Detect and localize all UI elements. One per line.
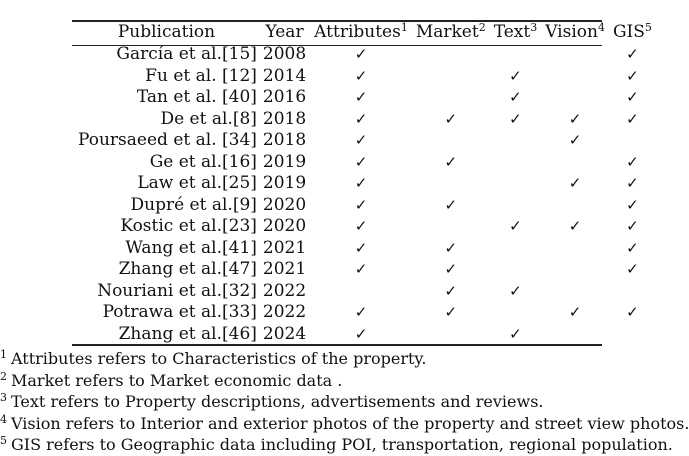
cell-vision <box>541 173 609 195</box>
check-icon: ✓ <box>444 281 458 300</box>
check-icon: ✓ <box>354 152 368 171</box>
header-market: Market$^2$ <box>415 21 486 43</box>
footnote-mark: 1 <box>400 21 408 35</box>
check-icon: ✓ <box>568 131 582 149</box>
cell-publication: De et al.[8] <box>160 108 257 129</box>
check-icon: ✓ <box>626 174 639 192</box>
check-icon: ✓ <box>354 174 368 192</box>
check-icon: ✓ <box>509 109 522 128</box>
footnote-mark: 5 <box>0 434 7 447</box>
header-gis: GIS$^5$ <box>612 21 652 43</box>
check-icon: ✓ <box>568 174 582 192</box>
footnote-mark: 1 <box>0 348 7 361</box>
cell-year: 2019 <box>262 151 307 172</box>
cell-publication: Tan et al. [40] <box>136 87 257 107</box>
check-icon: ✓ <box>626 238 639 257</box>
cell-text <box>490 302 542 324</box>
cell-market <box>412 302 490 324</box>
check-icon: ✓ <box>509 324 522 343</box>
cell-year: 2019 <box>262 173 307 193</box>
cell-publication: García et al.[15] <box>116 44 257 64</box>
cell-gis <box>609 87 656 109</box>
cell-publication: Law et al.[25] <box>137 173 257 193</box>
footnote-mark: 3 <box>0 391 7 404</box>
footnote-text: Vision refers to Interior and exterior photos of the property and street view photos. <box>11 413 689 433</box>
table-row <box>74 281 656 303</box>
cell-vision <box>541 281 609 303</box>
check-icon: ✓ <box>354 66 368 85</box>
cell-text <box>490 259 542 281</box>
cell-year: 2018 <box>262 108 307 129</box>
footnote-mark: 2 <box>0 369 7 383</box>
cell-gis <box>609 216 656 238</box>
cell-text <box>490 130 542 152</box>
cell-attributes <box>310 44 412 66</box>
cell-publication: Zhang et al.[47] <box>118 259 257 279</box>
table-row <box>74 216 656 238</box>
footnote-mark: 3 <box>530 21 538 35</box>
table-header-row <box>74 22 656 44</box>
cell-vision <box>541 259 609 281</box>
check-icon: ✓ <box>354 131 368 149</box>
check-icon: ✓ <box>626 66 639 85</box>
cell-text <box>490 152 542 174</box>
cell-gis <box>609 281 656 303</box>
cell-market <box>412 195 490 217</box>
cell-vision <box>541 302 609 324</box>
header-publication: Publication <box>117 22 216 43</box>
check-icon: ✓ <box>444 260 458 278</box>
cell-gis <box>609 302 656 324</box>
cell-attributes <box>310 259 412 281</box>
check-icon: ✓ <box>354 217 368 235</box>
footnote <box>0 370 689 392</box>
cell-publication: Wang et al.[41] <box>125 237 257 258</box>
cell-vision <box>541 216 609 238</box>
cell-attributes <box>310 87 412 109</box>
check-icon: ✓ <box>568 217 582 235</box>
footnote-text: Market refers to Market economic data . <box>11 370 343 390</box>
table-body <box>74 44 656 345</box>
check-icon: ✓ <box>626 45 639 63</box>
header-year: Year <box>265 22 304 43</box>
check-icon: ✓ <box>354 260 368 278</box>
table-row <box>74 173 656 195</box>
table-row <box>74 238 656 260</box>
check-icon: ✓ <box>354 195 368 214</box>
footnote <box>0 434 689 456</box>
cell-publication: Kostic et al.[23] <box>120 216 257 236</box>
cell-attributes <box>310 152 412 174</box>
cell-text <box>490 216 542 238</box>
cell-market <box>412 44 490 66</box>
cell-year: 2020 <box>262 194 307 215</box>
cell-text <box>490 44 542 66</box>
cell-year: 2021 <box>262 259 307 279</box>
check-icon: ✓ <box>626 217 639 235</box>
cell-publication: Poursaeed et al. [34] <box>78 130 257 150</box>
cell-publication: Dupré et al.[9] <box>130 194 257 215</box>
cell-market <box>412 259 490 281</box>
cell-vision <box>541 195 609 217</box>
cell-market <box>412 66 490 88</box>
table-row <box>74 130 656 152</box>
cell-attributes <box>310 238 412 260</box>
footnote-mark: 2 <box>478 21 486 35</box>
header-attributes: Attributes$^1$ <box>314 21 408 43</box>
cell-vision <box>541 109 609 131</box>
table-row <box>74 109 656 131</box>
cell-text <box>490 324 542 346</box>
cell-gis <box>609 152 656 174</box>
table-row <box>74 324 656 346</box>
cell-vision <box>541 238 609 260</box>
cell-attributes <box>310 66 412 88</box>
cell-attributes <box>310 281 412 303</box>
cell-vision <box>541 44 609 66</box>
publications-table <box>74 22 656 345</box>
cell-attributes <box>310 195 412 217</box>
cell-year: 2022 <box>262 280 307 301</box>
cell-text <box>490 173 542 195</box>
footnote-text: Text refers to Property descriptions, advertisements and reviews. <box>11 392 544 411</box>
footnote-text: GIS refers to Geographic data including POI, transportation, regional population. <box>11 435 673 454</box>
table-row <box>74 259 656 281</box>
cell-year: 2014 <box>262 65 307 86</box>
check-icon: ✓ <box>509 281 522 300</box>
check-icon: ✓ <box>354 109 368 128</box>
cell-attributes <box>310 216 412 238</box>
cell-text <box>490 109 542 131</box>
table-row <box>74 66 656 88</box>
cell-text <box>490 281 542 303</box>
cell-market <box>412 109 490 131</box>
cell-market <box>412 238 490 260</box>
cell-vision <box>541 87 609 109</box>
cell-market <box>412 87 490 109</box>
check-icon: ✓ <box>626 195 639 214</box>
cell-publication: Nouriani et al.[32] <box>97 280 257 301</box>
table-row <box>74 152 656 174</box>
check-icon: ✓ <box>509 88 522 106</box>
cell-market <box>412 152 490 174</box>
header-vision: Vision$^4$ <box>545 21 605 43</box>
cell-text <box>490 87 542 109</box>
check-icon: ✓ <box>626 88 639 106</box>
table-row <box>74 302 656 324</box>
cell-publication: Zhang et al.[46] <box>118 323 257 344</box>
footnote-mark: 5 <box>644 21 652 35</box>
check-icon: ✓ <box>354 45 368 63</box>
cell-attributes <box>310 130 412 152</box>
check-icon: ✓ <box>444 195 458 214</box>
footnote <box>0 348 689 370</box>
check-icon: ✓ <box>444 109 458 128</box>
check-icon: ✓ <box>354 324 368 343</box>
footnote-mark: 4 <box>0 412 7 426</box>
cell-year: 2018 <box>262 130 307 150</box>
cell-attributes <box>310 302 412 324</box>
cell-text <box>490 238 542 260</box>
cell-gis <box>609 324 656 346</box>
check-icon: ✓ <box>626 260 639 278</box>
cell-gis <box>609 238 656 260</box>
cell-publication: Potrawa et al.[33] <box>102 302 257 322</box>
table-row <box>74 195 656 217</box>
check-icon: ✓ <box>444 238 458 257</box>
footnote-mark: 4 <box>597 21 605 35</box>
check-icon: ✓ <box>568 109 582 128</box>
cell-gis <box>609 44 656 66</box>
cell-vision <box>541 152 609 174</box>
cell-vision <box>541 130 609 152</box>
cell-publication: Fu et al. [12] <box>145 65 257 86</box>
check-icon: ✓ <box>354 303 368 321</box>
check-icon: ✓ <box>354 88 368 106</box>
cell-market <box>412 324 490 346</box>
cell-text <box>490 195 542 217</box>
cell-year: 2008 <box>262 44 307 64</box>
footnote <box>0 391 689 413</box>
cell-text <box>490 66 542 88</box>
cell-publication: Ge et al.[16] <box>149 151 257 172</box>
cell-gis <box>609 173 656 195</box>
footnotes <box>0 348 689 456</box>
footnote <box>0 413 689 435</box>
cell-year: 2020 <box>262 216 307 236</box>
check-icon: ✓ <box>626 303 639 321</box>
cell-market <box>412 130 490 152</box>
cell-year: 2024 <box>262 323 307 344</box>
header-text: Text$^3$ <box>493 21 538 43</box>
check-icon: ✓ <box>444 303 458 321</box>
table-row <box>74 44 656 66</box>
table-row <box>74 87 656 109</box>
cell-gis <box>609 109 656 131</box>
check-icon: ✓ <box>509 217 522 235</box>
footnote-text: Attributes refers to Characteristics of the property. <box>11 349 427 368</box>
cell-year: 2016 <box>262 87 307 107</box>
check-icon: ✓ <box>354 238 368 257</box>
cell-gis <box>609 130 656 152</box>
check-icon: ✓ <box>444 152 458 171</box>
cell-year: 2022 <box>262 302 307 322</box>
cell-market <box>412 173 490 195</box>
check-icon: ✓ <box>568 303 582 321</box>
cell-year: 2021 <box>262 237 307 258</box>
cell-vision <box>541 324 609 346</box>
cell-attributes <box>310 109 412 131</box>
cell-attributes <box>310 324 412 346</box>
cell-gis <box>609 66 656 88</box>
cell-gis <box>609 195 656 217</box>
check-icon: ✓ <box>626 152 639 171</box>
cell-market <box>412 216 490 238</box>
check-icon: ✓ <box>509 66 522 85</box>
cell-market <box>412 281 490 303</box>
cell-vision <box>541 66 609 88</box>
cell-gis <box>609 259 656 281</box>
cell-attributes <box>310 173 412 195</box>
check-icon: ✓ <box>626 109 639 128</box>
